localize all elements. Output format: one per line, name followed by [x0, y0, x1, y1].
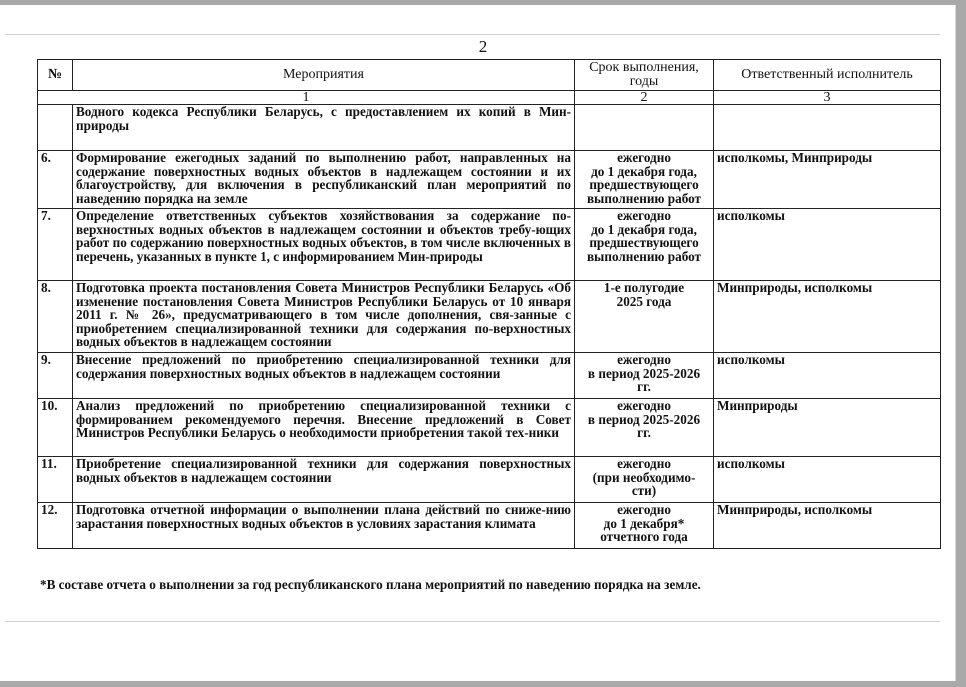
- activity-cell: Анализ предложений по приобретению специализированной техники с формированием рекомендуемого перечня. Внесение предложений в Совет Министров Республики Беларусь о необходимости приобретения такой тех-ники: [73, 399, 575, 457]
- executor-cell: исполкомы: [714, 209, 941, 281]
- row-number: 11.: [38, 457, 73, 503]
- table-row: [38, 457, 941, 503]
- executor-cell: Минприроды, исполкомы: [714, 503, 941, 549]
- deadline-line: гг.: [637, 379, 651, 395]
- deadline-line: до 1 декабря*: [603, 515, 685, 531]
- deadline-line: ежегодно: [617, 456, 671, 471]
- header-row: [38, 60, 941, 91]
- page-number: 2: [478, 37, 488, 56]
- deadline-cell: [575, 281, 714, 353]
- header-deadline: Срок выполнения, годы: [575, 60, 714, 91]
- executor-cell: Минприроды: [714, 399, 941, 457]
- column-number-3: 3: [714, 91, 941, 105]
- action-plan-table: [37, 59, 941, 549]
- deadline-cell: [575, 399, 714, 457]
- table-row: [38, 503, 941, 549]
- executor-cell: [714, 105, 941, 151]
- table-row: [38, 281, 941, 353]
- deadline-line: до 1 декабря года,: [591, 221, 697, 237]
- deadline-line: ежегодно: [617, 208, 671, 223]
- table-row: [38, 151, 941, 209]
- executor-cell: исполкомы: [714, 353, 941, 399]
- deadline-cell: [575, 151, 714, 209]
- deadline-line: гг.: [637, 425, 651, 441]
- row-number: 9.: [38, 353, 73, 399]
- deadline-line: предшествующего: [589, 235, 699, 251]
- row-number: 10.: [38, 399, 73, 457]
- table-row: [38, 105, 941, 151]
- deadline-cell: [575, 503, 714, 549]
- executor-cell: исполкомы: [714, 457, 941, 503]
- deadline-cell: [575, 457, 714, 503]
- activity-cell: Водного кодекса Республики Беларусь, с предоставлением их копий в Мин-природы: [73, 105, 575, 151]
- deadline-line: сти): [631, 483, 657, 499]
- deadline-line: отчетного года: [600, 529, 688, 545]
- deadline-line: ежегодно: [617, 352, 671, 367]
- activity-cell: Подготовка проекта постановления Совета Министров Республики Беларусь «Об изменение постановления Совета Министров Республики Беларусь от 10 января 2011 г. № 26», предусматривающего в том числе дополнения, свя-занные с приобретением специализированной техники для содержания по-верхностных водных объектов в надлежащем состоянии: [73, 281, 575, 353]
- row-number: [38, 105, 73, 151]
- deadline-line: в период 2025-2026: [587, 411, 701, 427]
- footnote: *В составе отчета о выполнении за год республиканского плана мероприятий по наведению порядка на земле.: [40, 577, 701, 592]
- deadline-line: (при необходимо-: [592, 469, 696, 485]
- scan-artifact-line: [5, 621, 940, 622]
- deadline-line: выполнению работ: [586, 248, 702, 264]
- header-executor: Ответственный исполнитель: [714, 60, 941, 91]
- deadline-line: ежегодно: [617, 398, 671, 413]
- column-number-row: [38, 91, 941, 105]
- header-activity: Мероприятия: [73, 60, 575, 91]
- deadline-line: 1-е полугодие: [603, 280, 685, 295]
- deadline-line: до 1 декабря года,: [591, 163, 697, 179]
- activity-cell: Определение ответственных субъектов хозяйствования за содержание по-верхностных водных объектов в надлежащем состоянии и объектов требу-ющих работ по содержанию поверхностных водных объектов, в том числе включенных в перечень, указанных в пункте 1, с информированием Мин-природы: [73, 209, 575, 281]
- executor-cell: Минприроды, исполкомы: [714, 281, 941, 353]
- deadline-line: выполнению работ: [586, 190, 702, 206]
- activity-cell: Внесение предложений по приобретению специализированной техники для содержания поверхностных водных объектов в надлежащем состоянии: [73, 353, 575, 399]
- row-number: 6.: [38, 151, 73, 209]
- row-number: 7.: [38, 209, 73, 281]
- executor-cell: исполкомы, Минприроды: [714, 151, 941, 209]
- scan-artifact-line: [5, 34, 940, 35]
- deadline-line: 2025 года: [616, 293, 672, 309]
- deadline-line: ежегодно: [617, 150, 671, 165]
- deadline-line: предшествующего: [589, 177, 699, 193]
- activity-cell: Подготовка отчетной информации о выполнении плана действий по сниже-нию зарастания поверхностных водных объектов в условиях зарастания климата: [73, 503, 575, 549]
- table-row: [38, 353, 941, 399]
- deadline-cell: [575, 353, 714, 399]
- activity-cell: Формирование ежегодных заданий по выполнению работ, направленных на содержание поверхностных водных объектов в надлежащем состоянии и их благоустройству, для включения в республиканский план мероприятий по наведению порядка на земле: [73, 151, 575, 209]
- activity-cell: Приобретение специализированной техники для содержания поверхностных водных объектов в надлежащем состоянии: [73, 457, 575, 503]
- table-row: [38, 209, 941, 281]
- column-number-1: 1: [38, 91, 575, 105]
- deadline-cell: [575, 105, 714, 151]
- deadline-line: ежегодно: [617, 502, 671, 517]
- header-no: №: [38, 60, 73, 91]
- row-number: 8.: [38, 281, 73, 353]
- deadline-line: в период 2025-2026: [587, 365, 701, 381]
- table-row: [38, 399, 941, 457]
- row-number: 12.: [38, 503, 73, 549]
- deadline-cell: [575, 209, 714, 281]
- column-number-2: 2: [575, 91, 714, 105]
